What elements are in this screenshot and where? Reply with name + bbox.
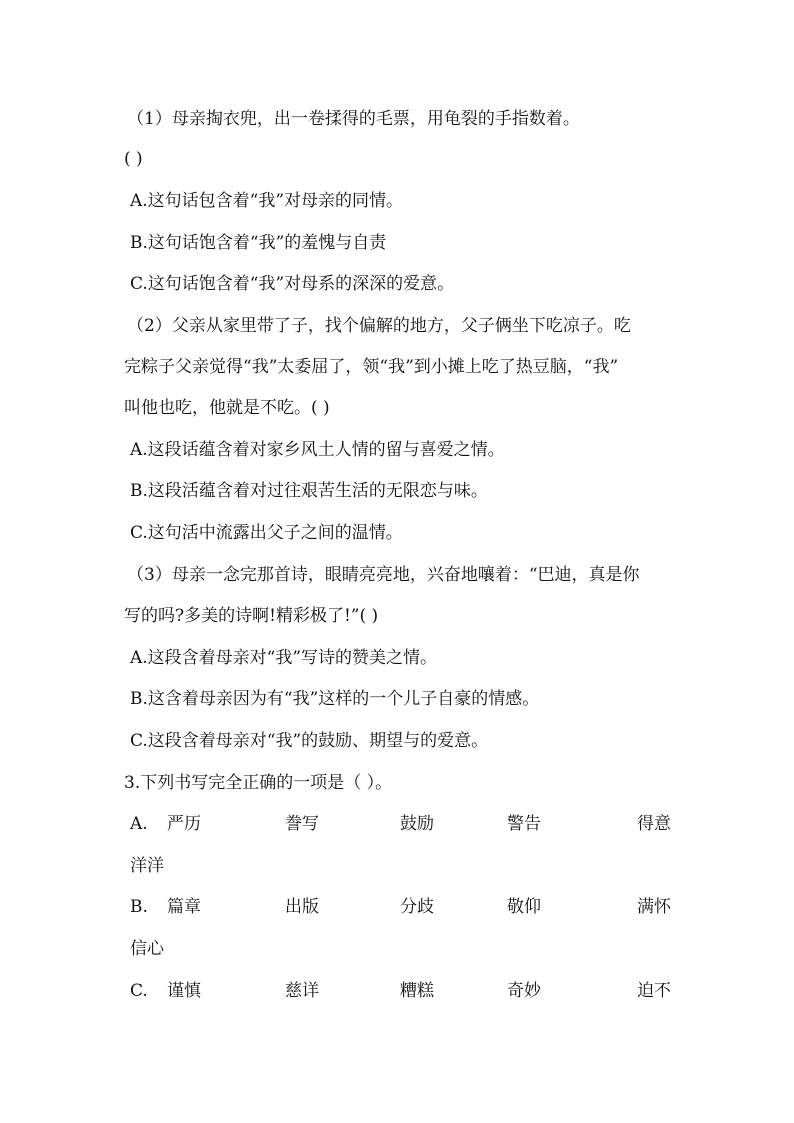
item2-option-b: B.这段活蕴含着对过往艰苦生活的无限恋与味。 <box>130 481 488 501</box>
item3-option-a: A.这段含着母亲对“我”写诗的赞美之情。 <box>130 648 438 668</box>
q3-option-word: 得意 <box>637 814 671 834</box>
item3-stem-line-2: 写的吗?多美的诗啊!精彩极了!”( ) <box>124 606 379 626</box>
q3-option-word: 迫不 <box>637 981 671 1001</box>
q3-option-a-continuation: 洋洋 <box>130 856 164 876</box>
q3-option-word: 满怀 <box>637 897 671 917</box>
q3-option-b-continuation: 信心 <box>130 939 164 959</box>
item1-option-b: B.这句话饱含着“我”的羞愧与自责 <box>130 233 387 253</box>
q3-option-word: 严历 <box>167 814 201 834</box>
q3-option-a-row <box>130 814 675 834</box>
q3-option-word: 誊写 <box>285 814 319 834</box>
q3-option-word: 慈详 <box>285 981 319 1001</box>
item1-stem: （1）母亲掏衣兜，出一卷揉得的毛票，用龟裂的手指数着。 <box>127 109 580 129</box>
q3-option-word: 鼓励 <box>400 814 434 834</box>
item1-answer-blank: ( ) <box>124 149 143 169</box>
q3-option-b-row <box>130 897 675 917</box>
q3-option-c-row <box>130 981 675 1001</box>
q3-stem: 3.下列书写完全正确的一项是（ ）。 <box>124 773 393 793</box>
q3-option-letter: A. <box>130 814 148 834</box>
q3-option-word: 篇章 <box>167 897 201 917</box>
q3-option-word: 糟糕 <box>400 981 434 1001</box>
item2-stem-line-1: （2）父亲从家里带了子，找个偏解的地方，父子俩坐下吃凉子。吃 <box>127 316 631 336</box>
item2-option-c: C.这句活中流露出父子之间的温情。 <box>130 523 403 543</box>
item2-stem-line-3: 叫他也吃，他就是不吃。( ) <box>124 398 330 418</box>
item3-option-b: B.这含着母亲因为有“我”这样的一个儿子自豪的情感。 <box>130 689 540 709</box>
q3-option-word: 分歧 <box>400 897 434 917</box>
q3-option-word: 敬仰 <box>507 897 541 917</box>
item3-option-c: C.这段含着母亲对“我”的鼓励、期望与的爱意。 <box>130 731 489 751</box>
q3-option-word: 警告 <box>507 814 541 834</box>
item3-stem-line-1: （3）母亲一念完那首诗，眼睛亮亮地，兴奋地嚷着：“巴迪，真是你 <box>127 565 640 585</box>
item1-option-a: A.这句话包含着“我”对母亲的同情。 <box>130 191 404 211</box>
q3-option-letter: C. <box>130 981 148 1001</box>
item2-stem-line-2: 完粽子父亲觉得“我”太委屈了，领“我”到小摊上吃了热豆脑，“我” <box>124 357 619 377</box>
q3-option-word: 出版 <box>285 897 319 917</box>
q3-option-letter: B. <box>130 897 148 917</box>
item2-option-a: A.这段话蕴含着对家乡风土人情的留与喜爱之情。 <box>130 440 505 460</box>
q3-option-word: 奇妙 <box>507 981 541 1001</box>
q3-option-word: 谨慎 <box>167 981 201 1001</box>
item1-option-c: C.这句话饱含着“我”对母系的深深的爱意。 <box>130 274 455 294</box>
